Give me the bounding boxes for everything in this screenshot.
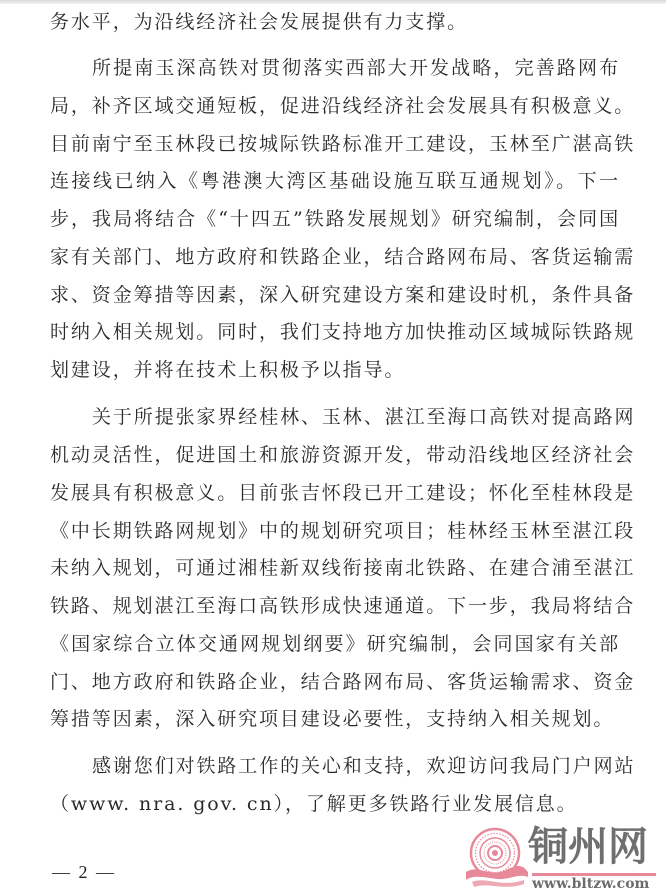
watermark-logo-icon bbox=[462, 826, 528, 892]
text-line: 发展具有积极意义。目前张吉怀段已开工建设；怀化至桂林段是 bbox=[50, 482, 636, 504]
page-top-edge bbox=[0, 0, 666, 4]
text-line: 时纳入相关规划。同时，我们支持地方加快推动区域城际铁路规 bbox=[50, 321, 636, 343]
text-line: 机动灵活性，促进国土和旅游资源开发，带动沿线地区经济社会 bbox=[50, 444, 636, 466]
text-line: 划建设，并将在技术上积极予以指导。 bbox=[50, 359, 406, 381]
text-line: 局，补齐区域交通短板，促进沿线经济社会发展具有积极意义。 bbox=[50, 95, 636, 117]
text-line: 求、资金筹措等因素，深入研究建设方案和建设时机，条件具备 bbox=[50, 284, 636, 306]
watermark bbox=[462, 823, 666, 894]
page-number: — 2 — bbox=[52, 862, 116, 882]
paragraph-first-line: 关于所提张家界经桂林、玉林、湛江至海口高铁对提高路网 bbox=[92, 406, 636, 428]
paragraph-first-line: 感谢您们对铁路工作的关心和支持，欢迎访问我局门户网站 bbox=[92, 755, 636, 777]
text-line: 筹措等因素，深入研究项目建设必要性，支持纳入相关规划。 bbox=[50, 708, 615, 730]
text-line: 《中长期铁路网规划》中的规划研究项目；桂林经玉林至湛江段 bbox=[50, 520, 636, 542]
watermark-title: 铜州网 bbox=[528, 823, 648, 870]
text-line: 步，我局将结合《“十四五”铁路发展规划》研究编制，会同国 bbox=[50, 208, 620, 230]
watermark-url: www.bltzw.com bbox=[532, 876, 650, 892]
text-line: 家有关部门、地方政府和铁路企业，结合路网布局、客货运输需 bbox=[50, 246, 636, 268]
text-line: 《国家综合立体交通网规划纲要》研究编制，会同国家有关部 bbox=[50, 633, 620, 655]
text-line: 门、地方政府和铁路企业，结合路网布局、客货运输需求、资金 bbox=[50, 671, 636, 693]
text-line: 连接线已纳入《粤港澳大湾区基础设施互联互通规划》。下一 bbox=[50, 170, 620, 192]
text-line: 铁路、规划湛江至海口高铁形成快速通道。下一步，我局将结合 bbox=[50, 595, 636, 617]
text-line: 未纳入规划，可通过湘桂新双线衔接南北铁路、在建合浦至湛江 bbox=[50, 557, 636, 579]
text-line: （www. nra. gov. cn），了解更多铁路行业发展信息。 bbox=[50, 793, 578, 815]
text-line: 务水平，为沿线经济社会发展提供有力支撑。 bbox=[50, 11, 469, 33]
paragraph-first-line: 所提南玉深高铁对贯彻落实西部大开发战略，完善路网布 bbox=[92, 57, 620, 79]
text-line: 目前南宁至玉林段已按城际铁路标准开工建设，玉林至广湛高铁 bbox=[50, 133, 636, 155]
